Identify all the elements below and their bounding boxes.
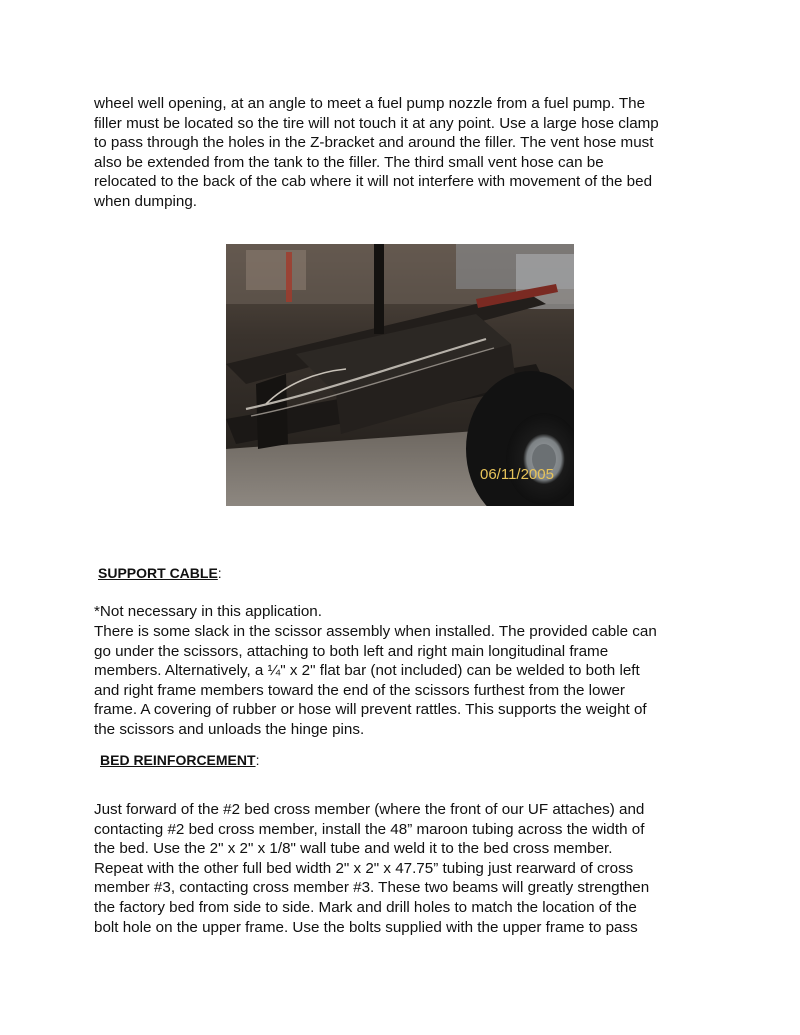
text-line: filler must be located so the tire will not touch it at any point. Use a large hose clamp bbox=[94, 114, 659, 132]
intro-paragraph bbox=[94, 94, 714, 212]
text-line: the factory bed from side to side. Mark and drill holes to match the location of the bbox=[94, 898, 637, 916]
text-line: Just forward of the #2 bed cross member (where the front of our UF attaches) and bbox=[94, 801, 645, 818]
heading-colon: : bbox=[217, 565, 222, 581]
photo-timestamp: 06/11/2005 bbox=[480, 466, 554, 483]
text-line: the scissors and unloads the hinge pins. bbox=[94, 720, 365, 738]
text-line: Repeat with the other full bed width 2" x 2" x 47.75” tubing just rearward of cross bbox=[94, 859, 634, 877]
text-line: *Not necessary in this application. bbox=[94, 603, 322, 620]
truck-frame-photo bbox=[226, 244, 574, 506]
text-line: members. Alternatively, a ¼" x 2" flat bar (not included) can be welded to both left bbox=[94, 662, 640, 680]
text-line: There is some slack in the scissor assembly when installed. The provided cable can bbox=[94, 623, 657, 640]
support-cable-paragraph bbox=[94, 622, 714, 740]
text-line: to pass through the holes in the Z-bracket and around the filler. The vent hose must bbox=[94, 134, 654, 152]
text-line: contacting #2 bed cross member, install the 48” maroon tubing across the width of bbox=[94, 820, 645, 838]
text-line: the bed. Use the 2" x 2" x 1/8" wall tube and weld it to the bed cross member. bbox=[94, 840, 613, 858]
text-line: when dumping. bbox=[94, 192, 198, 210]
text-line: and right frame members toward the end of the scissors furthest from the lower bbox=[94, 681, 625, 699]
text-line: also be extended from the tank to the filler. The third small vent hose can be bbox=[94, 153, 604, 171]
heading-colon: : bbox=[255, 752, 260, 768]
support-cable-heading-text: SUPPORT CABLE bbox=[98, 565, 218, 581]
truck-frame-illustration bbox=[226, 244, 574, 506]
text-line: member #3, contacting cross member #3. These two beams will greatly strengthen bbox=[94, 879, 650, 897]
text-line: bolt hole on the upper frame. Use the bolts supplied with the upper frame to pass bbox=[94, 918, 638, 936]
text-line: go under the scissors, attaching to both left and right main longitudinal frame bbox=[94, 642, 609, 660]
bed-reinforcement-heading-text: BED REINFORCEMENT bbox=[100, 752, 256, 768]
text-line: relocated to the back of the cab where it will not interfere with movement of the bed bbox=[94, 173, 653, 191]
bed-reinforcement-paragraph bbox=[94, 800, 714, 937]
text-line: wheel well opening, at an angle to meet a fuel pump nozzle from a fuel pump. The bbox=[94, 95, 646, 112]
bed-reinforcement-heading bbox=[100, 751, 259, 769]
text-line: frame. A covering of rubber or hose will prevent rattles. This supports the weight of bbox=[94, 701, 647, 719]
support-cable-heading bbox=[98, 564, 222, 582]
support-cable-note bbox=[94, 602, 714, 622]
